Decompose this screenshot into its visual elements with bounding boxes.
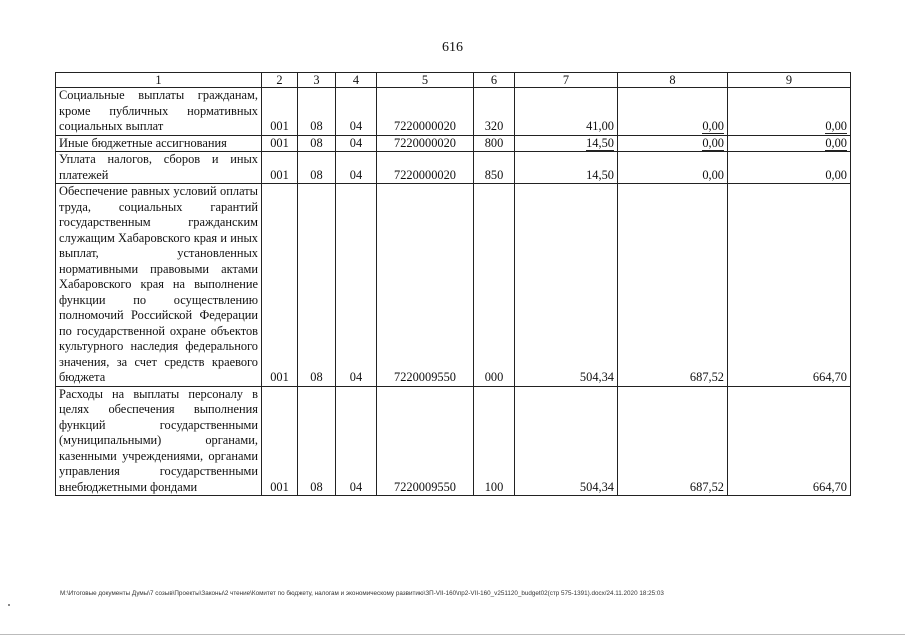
table-row	[56, 135, 851, 152]
row-csr: 7220000020	[377, 152, 474, 184]
row-csr: 7220009550	[377, 184, 474, 387]
row-name: Обеспечение равных условий оплаты труда, социальных гарантий государственным гражданским служащим Хабаровского края и иных выплат, установленных нормативными правовыми актами Хабаровского края на выполнение функции по осуществлению полномочий Российской Федерации по государственной охране объектов культурного наследия федерального значения, за счет средств краевого бюджета	[56, 184, 262, 387]
page-number: 616	[442, 40, 463, 55]
row-vr: 320	[474, 88, 515, 136]
table-row	[56, 88, 851, 136]
row-sum-3-value: 0,00	[825, 119, 847, 133]
row-sum-2: 687,52	[618, 386, 728, 496]
row-vr: 800	[474, 135, 515, 152]
row-sum-3	[728, 88, 851, 136]
document-file-path: M:\Итоговые документы Думы\7 созыв\Проекты\Законы\2 чтение\Комитет по бюджету, налогам и экономическому развитию\ЗП-VII-160\пр2-VII-160_v251120_budget02(стр 575-1391).docx/24.11.2020 18:25:03	[60, 590, 664, 597]
col-header-7: 7	[515, 73, 618, 88]
row-podrazdel: 04	[336, 184, 377, 387]
row-sum-2: 687,52	[618, 184, 728, 387]
row-sum-2: 0,00	[618, 152, 728, 184]
row-podrazdel: 04	[336, 135, 377, 152]
col-header-2: 2	[262, 73, 298, 88]
row-sum-3: 664,70	[728, 184, 851, 387]
row-vr: 000	[474, 184, 515, 387]
row-sum-1: 14,50	[515, 152, 618, 184]
row-sum-3: 664,70	[728, 386, 851, 496]
row-sum-1: 41,00	[515, 88, 618, 136]
row-razdel: 08	[298, 386, 336, 496]
row-vr: 850	[474, 152, 515, 184]
row-name: Социальные выплаты гражданам, кроме публичных нормативных социальных выплат	[56, 88, 262, 136]
scan-speck	[8, 604, 10, 606]
row-adm: 001	[262, 88, 298, 136]
table-row	[56, 152, 851, 184]
row-podrazdel: 04	[336, 386, 377, 496]
table-row	[56, 184, 851, 387]
row-sum-2-value: 0,00	[702, 135, 724, 150]
header-row	[56, 73, 851, 88]
row-razdel: 08	[298, 88, 336, 136]
row-sum-1	[515, 135, 618, 152]
col-header-1: 1	[56, 73, 262, 88]
row-podrazdel: 04	[336, 152, 377, 184]
row-sum-3	[728, 135, 851, 152]
row-adm: 001	[262, 135, 298, 152]
row-name: Уплата налогов, сборов и иных платежей	[56, 152, 262, 184]
table-row	[56, 386, 851, 496]
row-razdel: 08	[298, 152, 336, 184]
row-adm: 001	[262, 184, 298, 387]
row-adm: 001	[262, 152, 298, 184]
row-sum-2	[618, 135, 728, 152]
page-bottom-divider	[0, 634, 905, 635]
col-header-3: 3	[298, 73, 336, 88]
row-sum-1: 504,34	[515, 184, 618, 387]
budget-table	[55, 72, 851, 496]
row-csr: 7220000020	[377, 135, 474, 152]
row-razdel: 08	[298, 184, 336, 387]
col-header-5: 5	[377, 73, 474, 88]
row-name: Иные бюджетные ассигнования	[56, 135, 262, 152]
row-podrazdel: 04	[336, 88, 377, 136]
row-adm: 001	[262, 386, 298, 496]
row-sum-3-value: 0,00	[825, 135, 847, 150]
row-sum-2	[618, 88, 728, 136]
row-razdel: 08	[298, 135, 336, 152]
row-sum-3: 0,00	[728, 152, 851, 184]
row-sum-1-value: 14,50	[586, 135, 614, 150]
row-csr: 7220000020	[377, 88, 474, 136]
col-header-9: 9	[728, 73, 851, 88]
col-header-8: 8	[618, 73, 728, 88]
row-sum-2-value: 0,00	[702, 119, 724, 133]
col-header-4: 4	[336, 73, 377, 88]
row-csr: 7220009550	[377, 386, 474, 496]
row-name: Расходы на выплаты персоналу в целях обеспечения выполнения функций государственными (муниципальными) органами, казенными учреждениями, органами управления государственными внебюджетными фондами	[56, 386, 262, 496]
row-vr: 100	[474, 386, 515, 496]
col-header-6: 6	[474, 73, 515, 88]
row-sum-1: 504,34	[515, 386, 618, 496]
